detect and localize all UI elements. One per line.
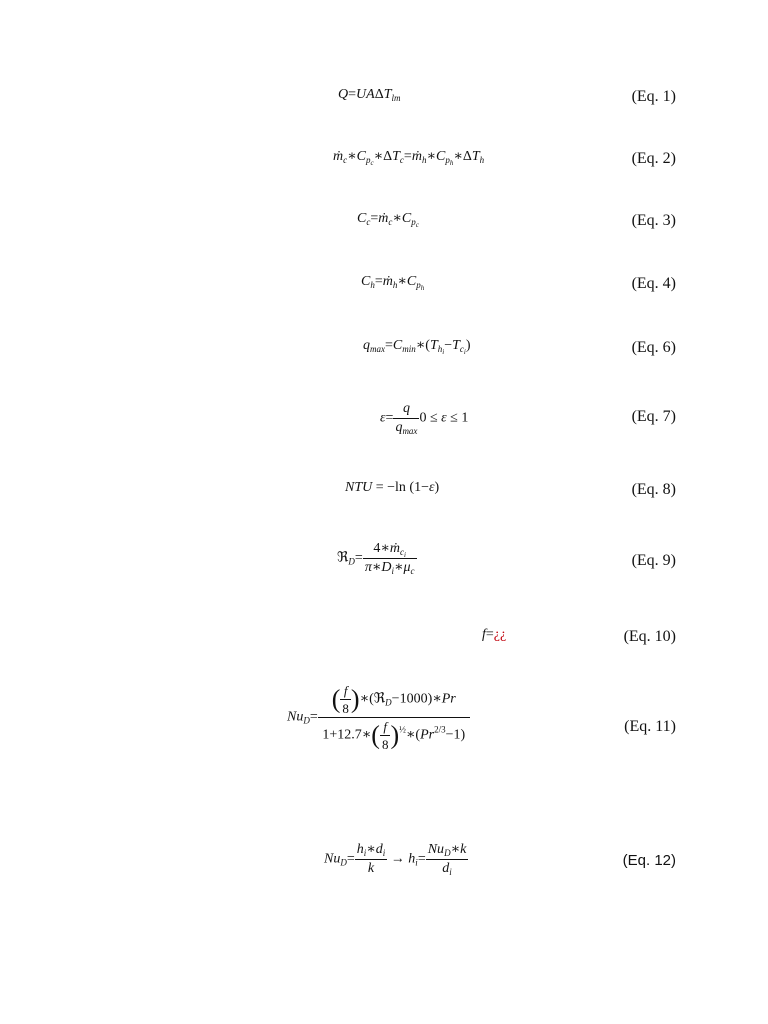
equation-number-8: (Eq. 8)	[631, 481, 676, 498]
equation-9: ℜ$_D$= $\frac{4∗ṁ_{c_i}}{\pi∗D_i∗\mu_c}$	[337, 541, 415, 576]
equation-number-2: (Eq. 2)	[631, 150, 676, 167]
equation-number-12: (Eq. 12)	[622, 852, 676, 869]
equation-number-1: (Eq. 1)	[631, 88, 676, 105]
equation-number-9: (Eq. 9)	[631, 552, 676, 569]
equation-number-6: (Eq. 6)	[631, 339, 676, 356]
equation-3: $C_c=ṁ_c∗C_{p_c}$	[357, 211, 419, 229]
equation-1: $Q=UA\Delta T_{lm}$	[338, 87, 401, 103]
equation-6: $q_{max}=C_{min}∗(T_{h_i}-T_{c_i})$	[363, 338, 471, 356]
equation-12: $Nu_D=$ $\frac{h_i∗d_i}{k}$ → $h_i=$ $\frac{Nu_D∗k}{d_i}$	[324, 842, 467, 877]
equation-number-7: (Eq. 7)	[631, 408, 676, 425]
equation-10: f=¿¿	[482, 627, 507, 642]
equation-number-4: (Eq. 4)	[631, 275, 676, 292]
equation-error-glyphs: ¿¿	[493, 627, 507, 642]
equation-7: ε= $\frac{q}{q_{max}}$ 0 ≤ ε ≤ 1	[380, 401, 469, 436]
equation-number-10: (Eq. 10)	[623, 628, 676, 645]
equation-number-3: (Eq. 3)	[631, 212, 676, 229]
equation-number-11: (Eq. 11)	[624, 718, 676, 735]
equation-11: $Nu_D=$ ( $\frac{f}{8}$ )∗(ℜ$_D$−1000)∗Pr 1+12.7∗( $\frac{f}{8}$ )$^{\frac{1}{2}}∗(Pr^{2/3}-1)$	[287, 684, 470, 751]
equation-2: $ṁ_c∗C_{p_c}∗\Delta T_c=ṁ_h∗C_{p_h}∗\Delta T_h$	[333, 149, 485, 167]
equation-8: NTU = −ln (1−ε)	[345, 480, 440, 495]
equation-4: $C_h=ṁ_h∗C_{p_h}$	[361, 274, 425, 292]
